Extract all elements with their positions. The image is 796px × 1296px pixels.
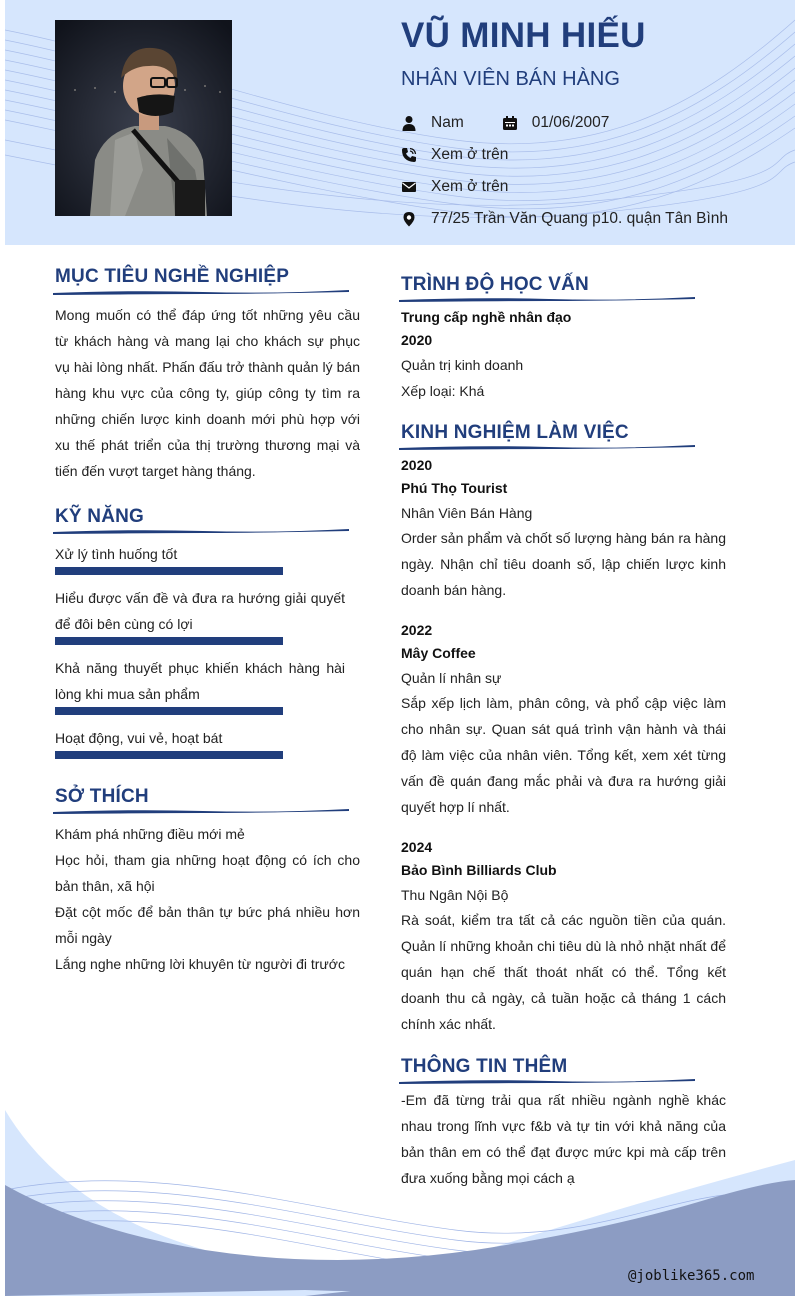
education-underline (399, 295, 695, 303)
experience-year: 2024 (401, 839, 433, 855)
experience-year: 2022 (401, 622, 433, 638)
hobby-item: Khám phá những điều mới mẻ (55, 826, 245, 842)
hobby-item: Lắng nghe những lời khuyên từ người đi trước (55, 956, 345, 972)
experience-description: Rà soát, kiểm tra tất cả các nguồn tiền của quán. Quản lí những khoản chi tiêu dù là nhỏ nhặt nhất để quán hạn chế thất thoát nhất có thể. Tổng kết doanh thu cả ngày, cả tuần hoặc cả tháng 1 cách chính xác nhất. (401, 912, 726, 1032)
extra-info-text: -Em đã từng trải qua rất nhiều ngành nghề khác nhau trong lĩnh vực f&b và tự tin với khả năng của bản thân em có thể đạt được mức kpi mà cấp trên đưa xuống bằng mọi cách ạ (401, 1092, 726, 1186)
experience-role: Thu Ngân Nội Bộ (401, 887, 509, 903)
experience-company: Bảo Bình Billiards Club (401, 862, 557, 878)
phone-value: Xem ở trên (431, 146, 509, 163)
info-row-personal (401, 113, 609, 133)
experience-company: Phú Thọ Tourist (401, 480, 508, 496)
user-icon (401, 115, 417, 131)
education-year: 2020 (401, 332, 433, 348)
skills-underline (53, 527, 349, 535)
candidate-name: VŨ MINH HIẾU (401, 16, 646, 55)
address-value: 77/25 Trần Văn Quang p10. quận Tân Bình (431, 210, 729, 227)
experience-company: Mây Coffee (401, 645, 476, 661)
envelope-icon (401, 179, 417, 195)
skill-level-bar (55, 751, 283, 759)
skill-level-bar (55, 567, 283, 575)
calendar-icon (502, 115, 518, 131)
education-grade: Xếp loại: Khá (401, 383, 485, 399)
info-row-phone (401, 145, 508, 165)
experience-year: 2020 (401, 457, 433, 473)
phone-icon (401, 147, 417, 163)
experience-role: Nhân Viên Bán Hàng (401, 505, 533, 521)
extra-info-title: THÔNG TIN THÊM (401, 1056, 568, 1077)
experience-role: Quản lí nhân sự (401, 670, 502, 686)
skill-level-bar (55, 637, 283, 645)
skill-label: Hoạt động, vui vẻ, hoạt bát (55, 730, 223, 746)
experience-title: KINH NGHIỆM LÀM VIỆC (401, 422, 629, 443)
watermark: @joblike365.com (628, 1268, 755, 1284)
education-title: TRÌNH ĐỘ HỌC VẤN (401, 274, 589, 295)
objective-text: Mong muốn có thể đáp ứng tốt những yêu cầu từ khách hàng và mang lại cho khách sự phục vụ hài lòng nhất. Phấn đấu trở thành quản lý bán hàng khu vực của công ty, giúp công ty tìm ra những chiến lược kinh doanh mới phù hợp với xu thế phát triển của thị trường thương mại và tiến đến vượt target hàng tháng. (55, 307, 360, 479)
skill-label: Khả năng thuyết phục khiến khách hàng hài lòng khi mua sản phẩm (55, 660, 345, 702)
info-row-email (401, 177, 508, 197)
skill-label: Xử lý tình huống tốt (55, 546, 178, 562)
dob-value: 01/06/2007 (531, 114, 610, 131)
hobby-item: Học hỏi, tham gia những hoạt động có ích cho bản thân, xã hội (55, 852, 360, 894)
education-school: Trung cấp nghề nhân đạo (401, 309, 572, 325)
skills-title: KỸ NĂNG (55, 506, 145, 527)
education-major: Quản trị kinh doanh (401, 357, 524, 373)
hobbies-title: SỞ THÍCH (55, 786, 149, 807)
skill-level-bar (55, 707, 283, 715)
map-pin-icon (401, 211, 417, 227)
hobby-item: Đặt cột mốc để bản thân tự bức phá nhiều hơn mỗi ngày (55, 904, 360, 946)
person-photo-illustration (55, 20, 232, 216)
info-row-address (401, 209, 728, 229)
gender-value: Nam (431, 114, 464, 131)
extra-info-underline (399, 1077, 695, 1085)
cv-page (5, 0, 795, 1296)
skill-label: Hiểu được vấn đề và đưa ra hướng giải quyết để đôi bên cùng có lợi (55, 590, 345, 632)
experience-description: Order sản phẩm và chốt số lượng hàng bán ra hàng ngày. Nhận chỉ tiêu doanh số, lập chiến lược kinh doanh bán hàng. (401, 530, 726, 598)
job-title: NHÂN VIÊN BÁN HÀNG (401, 68, 620, 90)
email-value: Xem ở trên (431, 178, 509, 195)
objective-title: MỤC TIÊU NGHỀ NGHIỆP (55, 266, 290, 287)
experience-underline (399, 443, 695, 451)
objective-underline (53, 288, 349, 296)
profile-photo (55, 20, 232, 216)
hobbies-underline (53, 807, 349, 815)
experience-description: Sắp xếp lịch làm, phân công, và phổ cập việc làm cho nhân sự. Quan sát quá trình vận hành và thái độ làm việc của nhân viên. Tổng kết, xem xét từng vấn đề quán đang mắc phải và đưa ra hướng giải quyết hợp lí nhất. (401, 695, 726, 815)
